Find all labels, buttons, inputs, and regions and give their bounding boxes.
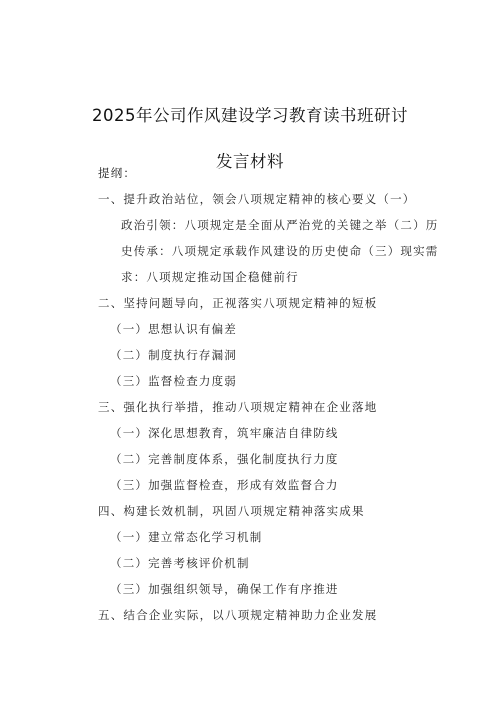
outline-line: （二）完善制度体系，强化制度执行力度: [110, 452, 339, 466]
outline-line: 政治引领：八项规定是全面从严治党的关键之举（二）历: [121, 218, 439, 232]
outline-line: （二）制度执行存漏洞: [110, 348, 237, 362]
outline-line: 三、强化执行举措，推动八项规定精神在企业落地: [98, 400, 378, 414]
outline-line: 五、结合企业实际，以八项规定精神助力企业发展: [98, 608, 378, 622]
outline-line: （一）建立常态化学习机制: [110, 530, 263, 544]
outline-line: （一）思想认识有偏差: [110, 322, 237, 336]
outline-line: 求：八项规定推动国企稳健前行: [121, 270, 299, 284]
document-title-line-1: 2025年公司作风建设学习教育读书班研讨: [92, 106, 408, 125]
outline-line: （三）加强组织领导，确保工作有序推进: [110, 582, 339, 596]
outline-label: 提纲：: [98, 166, 137, 180]
outline-line: （三）加强监督检查，形成有效监督合力: [110, 478, 339, 492]
outline-line: （一）深化思想教育，筑牢廉洁自律防线: [110, 426, 339, 440]
outline-line: 二、坚持问题导向，正视落实八项规定精神的短板: [98, 296, 378, 310]
outline-line: 四、构建长效机制，巩固八项规定精神落实成果: [98, 504, 365, 518]
document-title-line-2: 发言材料: [216, 152, 284, 171]
outline-line: 一、提升政治站位，领会八项规定精神的核心要义（一）: [98, 192, 416, 206]
outline-line: （二）完善考核评价机制: [110, 556, 250, 570]
outline-line: （三）监督检查力度弱: [110, 374, 237, 388]
outline-line: 史传承：八项规定承载作风建设的历史使命（三）现实需: [121, 244, 439, 258]
